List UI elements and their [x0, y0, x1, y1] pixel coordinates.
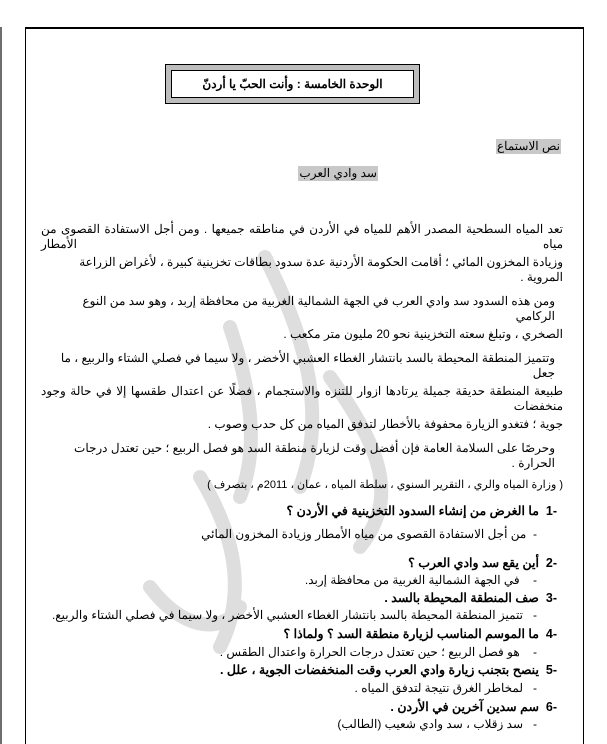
question-number: -2	[545, 556, 557, 570]
paragraph-line: طبيعة المنطقة حديقة جميلة يرتادها ازوار للتنزه والاستجمام ، فضلًا عن اعتدال طقسها إلا في حالة وجود منخفضات	[41, 384, 563, 413]
paragraph-line: الصخري ، وتبلغ سعته التخزينية نحو 20 مليون متر مكعب .	[283, 327, 563, 341]
question-text: ينصح بتجنب زيارة وادي العرب وقت المنخفضات الجوية ، علل .	[219, 663, 539, 677]
citation: ( وزارة المياه والري ، التقرير السنوي ، سلطة المياه ، عمان ، 2011م ، بتصرف )	[207, 479, 563, 491]
question-3	[41, 590, 557, 606]
question-text: سم سدين آخرين في الأردن .	[390, 700, 539, 714]
listening-text	[41, 222, 563, 493]
question-5	[41, 662, 557, 678]
question-4	[41, 626, 557, 642]
question-number: -5	[545, 663, 557, 677]
answer-text: سد زقلاب ، سد وادي شعيب (الطالب)	[337, 717, 523, 731]
page-border	[25, 27, 584, 744]
text-title: سد وادي العرب	[299, 166, 377, 180]
answer-text: تتميز المنطقة المحيطة بالسد بانتشار الغطاء العشبي الأخضر ، ولا سيما في فصلي الشتاء والربيع.	[51, 608, 523, 622]
unit-title: الوحدة الخامسة : وأنت الحبّ يا أردنّ	[171, 70, 414, 98]
question-text: ما الغرض من إنشاء السدود التخزينية في الأردن ؟	[286, 504, 539, 518]
answer-5: - لمخاطر الغرق نتيجة لتدفق المياه .	[354, 681, 537, 695]
answer-2: - في الجهة الشمالية الغربية من محافظة إربد.	[304, 573, 537, 587]
question-1	[41, 503, 557, 519]
paragraph-line: وتتميز المنطقة المحيطة بالسد بانتشار الغطاء العشبي الأخضر ، ولا سيما في فصلي الشتاء والربيع ، ما جعل	[60, 351, 555, 380]
window-edge	[0, 27, 2, 744]
answer-text: في الجهة الشمالية الغربية من محافظة إربد.	[304, 573, 520, 587]
paragraph-line: جوية ؛ فتغدو الزيارة محفوفة بالأخطار لتدفق المياه من كل حدب وصوب .	[207, 417, 563, 431]
answer-text: لمخاطر الغرق نتيجة لتدفق المياه .	[354, 681, 523, 695]
section-label: نص الاستماع	[497, 139, 560, 153]
answer-1: - من أجل الاستفادة القصوى من مياه الأمطار وزيادة المخزون المائي	[201, 527, 537, 541]
paragraph-line: وحرصًا على السلامة العامة فإن أفضل وقت لزيارة منطقة السد هو فصل الربيع ؛ حين تعتدل درجات الحرارة .	[74, 441, 555, 470]
answer-text: هو فصل الربيع ؛ حين تعتدل درجات الحرارة واعتدال الطقس .	[219, 645, 520, 659]
text-title-row	[41, 166, 563, 181]
question-text: صف المنطقة المحيطة بالسد .	[384, 591, 539, 605]
question-text: ما الموسم المناسب لزيارة منطقة السد ؟ ولماذا ؟	[283, 627, 539, 641]
question-number: -1	[545, 504, 557, 518]
questions	[41, 503, 563, 732]
answer-6: - سد زقلاب ، سد وادي شعيب (الطالب)	[337, 717, 537, 731]
answer-text: من أجل الاستفادة القصوى من مياه الأمطار وزيادة المخزون المائي	[201, 527, 527, 541]
question-text: أين يقع سد وادي العرب ؟	[408, 556, 539, 570]
question-number: -3	[545, 591, 557, 605]
paragraph-line: ومن هذه السدود سد وادي العرب في الجهة الشمالية الغربية من محافظة إربد ، وهو سد من النوع الركامي	[82, 294, 555, 323]
question-2	[41, 555, 557, 571]
question-number: -4	[545, 627, 557, 641]
question-number: -6	[545, 700, 557, 714]
answer-3: - تتميز المنطقة المحيطة بالسد بانتشار الغطاء العشبي الأخضر ، ولا سيما في فصلي الشتاء والربيع.	[51, 608, 537, 622]
unit-title-box	[165, 64, 420, 104]
paragraph-line: وزيادة المخزون المائي ؛ أقامت الحكومة الأردنية عدة سدود بطاقات تخزينية كبيرة ، لأغراض الزراعة المروية .	[79, 255, 563, 284]
answer-4: - هو فصل الربيع ؛ حين تعتدل درجات الحرارة واعتدال الطقس .	[219, 645, 537, 659]
section-label-row	[41, 139, 563, 154]
question-6	[41, 699, 557, 715]
paragraph-line: تعد المياه السطحية المصدر الأهم للمياه في الأردن في مناطقه جميعها . ومن أجل الاستفادة القصوى من مياه الأمطار	[41, 222, 563, 251]
